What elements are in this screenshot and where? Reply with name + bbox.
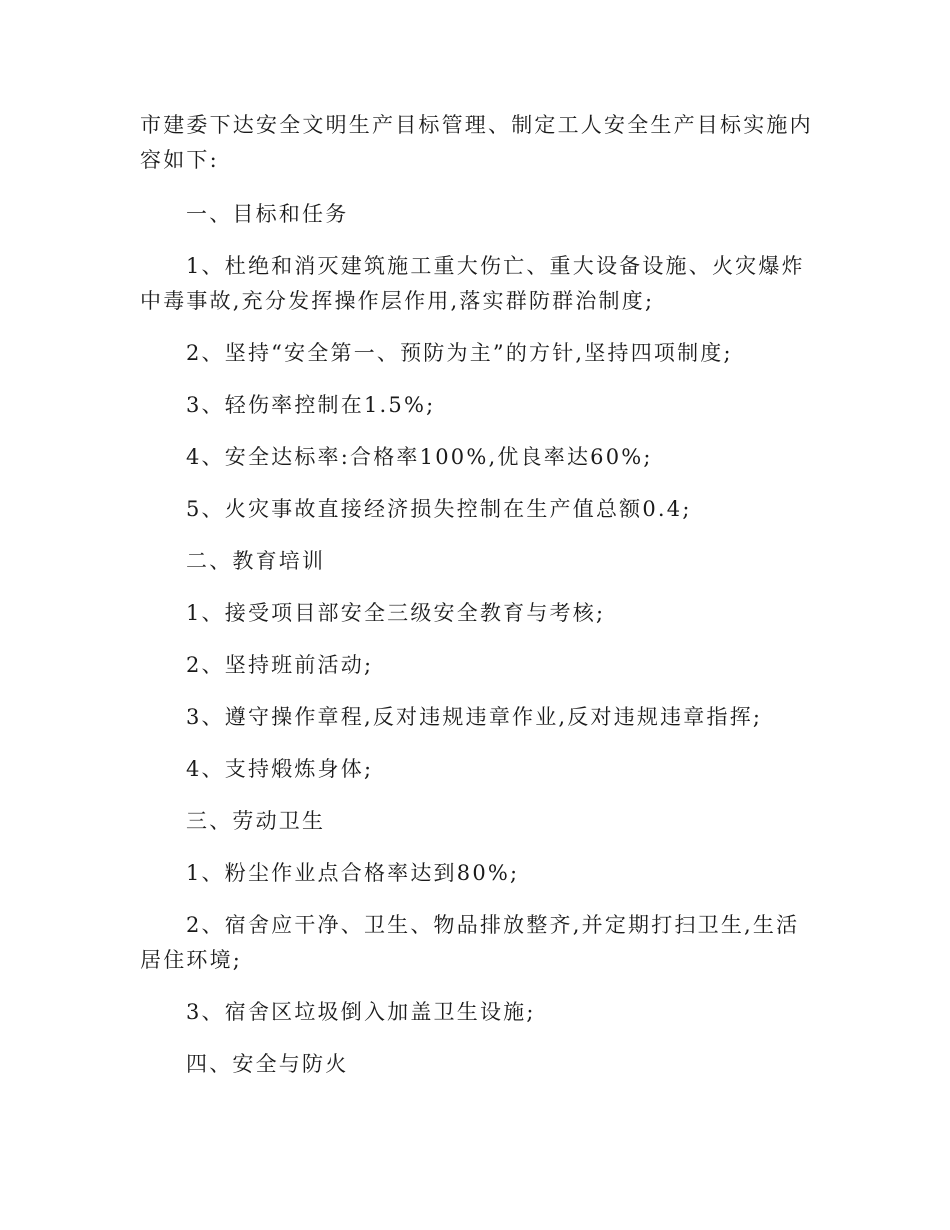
section-heading-goals: 一、目标和任务	[186, 202, 349, 226]
section-heading-hygiene: 三、劳动卫生	[186, 809, 326, 833]
hygiene-item-3: 3、宿舍区垃圾倒入加盖卫生设施;	[186, 1000, 536, 1024]
goal-item-4: 4、安全达标率:合格率100%,优良率达60%;	[186, 445, 653, 469]
training-item-4: 4、支持煅炼身体;	[186, 757, 374, 781]
section-heading-safety-fire: 四、安全与防火	[186, 1052, 349, 1076]
section-heading-training: 二、教育培训	[186, 549, 326, 573]
training-item-2: 2、坚持班前活动;	[186, 653, 374, 677]
training-item-3: 3、遵守操作章程,反对违规违章作业,反对违规违章指挥;	[186, 705, 763, 729]
goal-item-3: 3、轻伤率控制在1.5%;	[186, 393, 436, 417]
training-item-1: 1、接受项目部安全三级安全教育与考核;	[186, 601, 606, 625]
document-body	[140, 108, 820, 1082]
goal-item-2: 2、坚持“安全第一、预防为主”的方针,坚持四项制度;	[186, 341, 733, 365]
goal-item-5: 5、火灾事故直接经济损失控制在生产值总额0.4;	[186, 497, 692, 521]
goal-item-1: 1、杜绝和消灭建筑施工重大伤亡、重大设备设施、火灾爆炸中毒事故,充分发挥操作层作用,落实群防群治制度;	[140, 254, 805, 313]
intro-paragraph: 市建委下达安全文明生产目标管理、制定工人安全生产目标实施内容如下:	[140, 113, 813, 172]
hygiene-item-1: 1、粉尘作业点合格率达到80%;	[186, 861, 520, 885]
hygiene-item-2: 2、宿舍应干净、卫生、物品排放整齐,并定期打扫卫生,生活居住环境;	[140, 913, 800, 972]
